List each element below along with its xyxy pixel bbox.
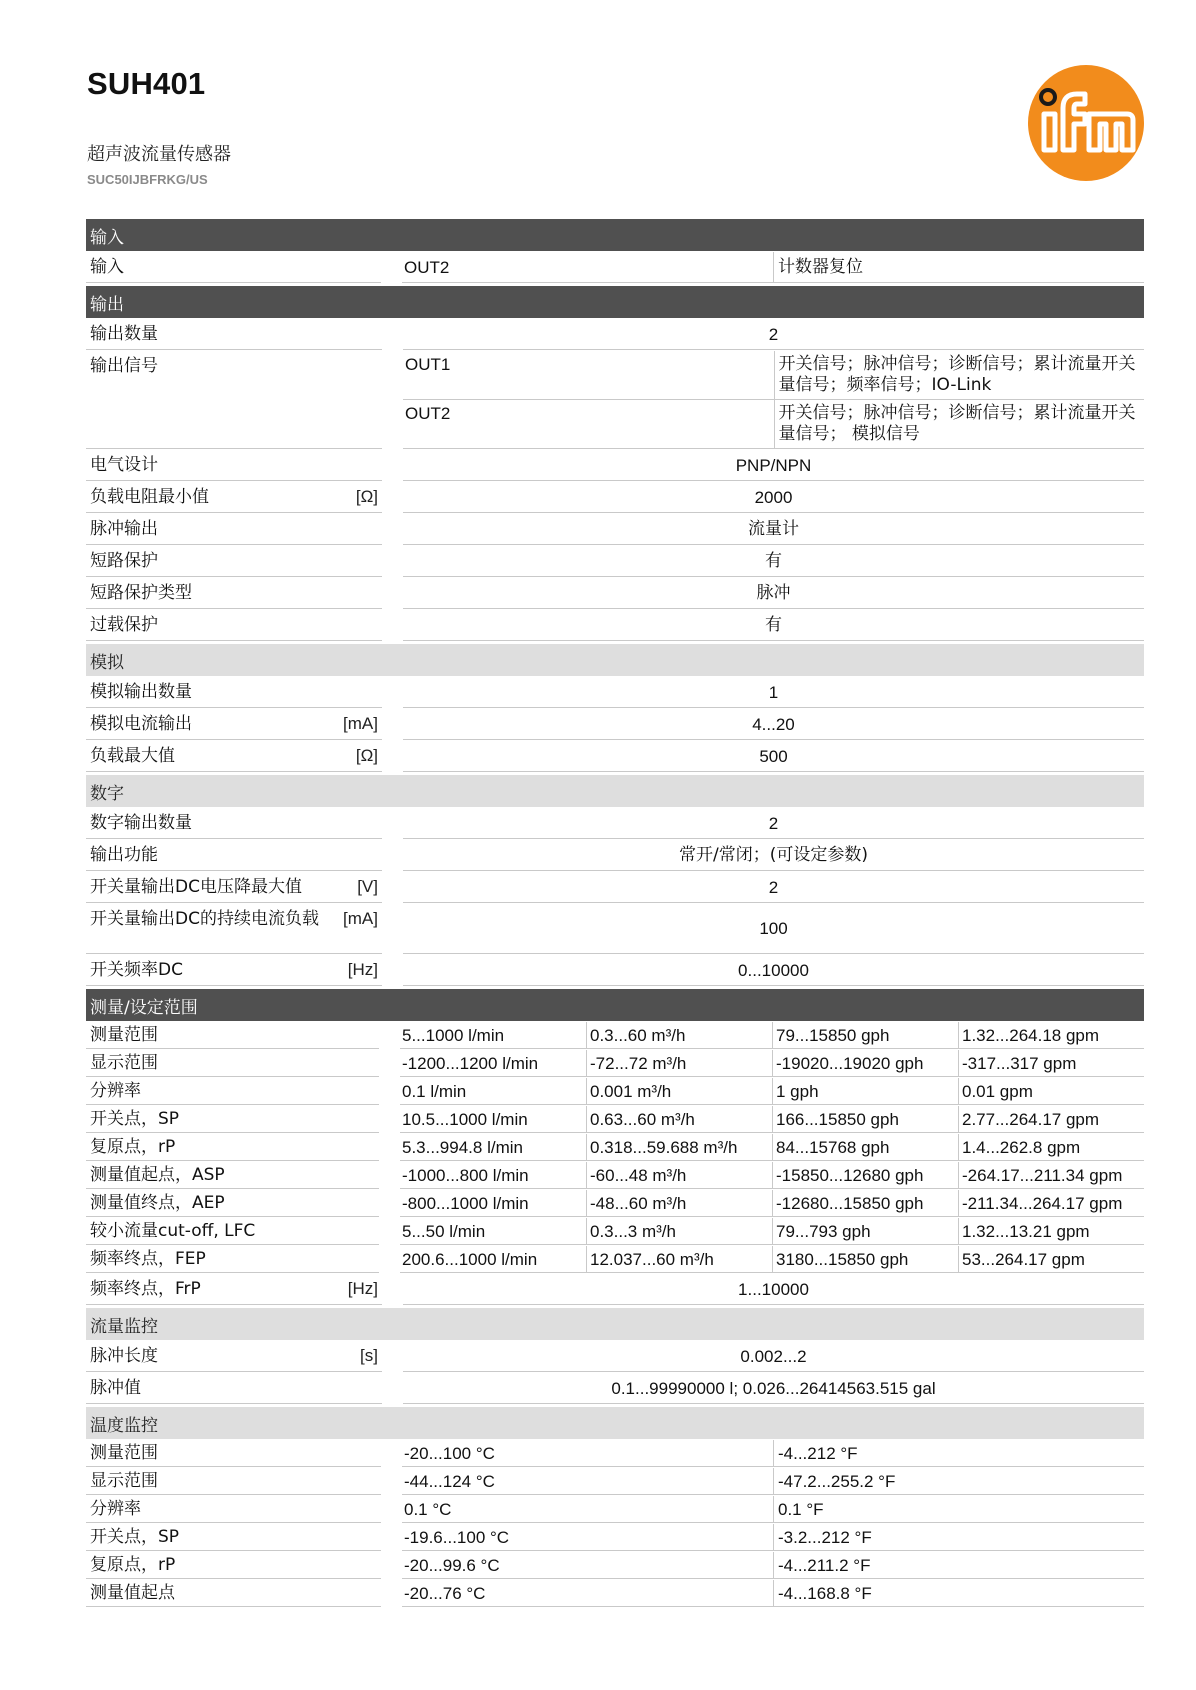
row-value: -20...99.6 °C: [402, 1552, 773, 1579]
row-value: 开关信号；脉冲信号；诊断信号；累计流量开关量信号；频率信号；IO-Link: [774, 351, 1145, 400]
section-header-output: 输出: [86, 286, 1144, 318]
row-value: 计数器复位: [773, 252, 1144, 283]
row-label: 分辨率: [90, 1081, 141, 1101]
row-value: 79...793 gph: [772, 1218, 958, 1245]
row-value: -12680...15850 gph: [772, 1190, 958, 1217]
row-unit: [Hz]: [347, 1279, 378, 1298]
table-row: [86, 610, 1144, 641]
row-label: 测量范围: [90, 1443, 158, 1463]
row-value: -48...60 m³/h: [586, 1190, 772, 1217]
section-header-analog: 模拟: [86, 644, 1144, 676]
row-value: -3.2...212 °F: [773, 1524, 1144, 1551]
row-value: -264.17...211.34 gpm: [958, 1162, 1144, 1189]
table-row: [86, 1134, 1144, 1161]
row-value: -44...124 °C: [402, 1468, 773, 1495]
row-value: -4...212 °F: [773, 1440, 1144, 1467]
table-row: [86, 450, 1144, 481]
row-label: 输出信号: [90, 356, 158, 376]
row-value: -1000...800 l/min: [400, 1162, 586, 1189]
row-value: OUT2: [402, 252, 773, 283]
row-label: 频率终点，FrP: [90, 1279, 201, 1299]
table-row: [86, 1106, 1144, 1133]
row-value: -20...100 °C: [402, 1440, 773, 1467]
row-value: 0.318...59.688 m³/h: [586, 1134, 772, 1161]
row-value: 0.3...60 m³/h: [586, 1022, 772, 1049]
row-value: 500: [403, 741, 1144, 772]
table-row: [86, 872, 1144, 903]
row-label: 较小流量cut-off, LFC: [90, 1221, 256, 1241]
table-row: [86, 252, 1144, 283]
table-row: [86, 1468, 1144, 1495]
row-value: 有: [403, 546, 1144, 577]
row-label: 测量值终点，AEP: [90, 1193, 225, 1213]
row-value: 0.63...60 m³/h: [586, 1106, 772, 1133]
row-value: -4...168.8 °F: [773, 1580, 1144, 1607]
row-value: 100: [403, 904, 1144, 954]
table-row: [86, 351, 1144, 449]
row-label: 频率终点，FEP: [90, 1249, 206, 1269]
row-label: 输出数量: [90, 324, 158, 344]
table-row: [86, 578, 1144, 609]
row-label: 脉冲输出: [90, 519, 158, 539]
row-value: 1: [403, 677, 1144, 708]
table-row: [86, 741, 1144, 772]
table-row: [86, 1341, 1144, 1372]
row-value: 1 gph: [772, 1078, 958, 1105]
row-label: 测量值起点，ASP: [90, 1165, 225, 1185]
row-value: 2: [403, 808, 1144, 839]
row-label: 开关点，SP: [90, 1109, 180, 1129]
row-value: 0.1 °C: [402, 1496, 773, 1523]
row-label: 显示范围: [90, 1471, 158, 1491]
row-value: 2.77...264.17 gpm: [958, 1106, 1144, 1133]
table-row: [86, 1580, 1144, 1607]
row-label: 短路保护类型: [90, 583, 192, 603]
row-value: 流量计: [403, 514, 1144, 545]
row-value: 53...264.17 gpm: [958, 1246, 1144, 1273]
row-label: 复原点，rP: [90, 1137, 176, 1157]
row-value: 0.001 m³/h: [586, 1078, 772, 1105]
row-unit: [Ω]: [355, 487, 378, 506]
row-value: -4...211.2 °F: [773, 1552, 1144, 1579]
row-value: 0.3...3 m³/h: [586, 1218, 772, 1245]
table-row: [86, 1373, 1144, 1404]
row-unit: [mA]: [343, 714, 378, 733]
row-label: 模拟电流输出: [90, 714, 192, 734]
product-title: SUH401: [87, 66, 206, 101]
row-value: -317...317 gpm: [958, 1050, 1144, 1077]
row-label: 负载最大值: [90, 746, 175, 766]
table-row: [86, 1524, 1144, 1551]
row-value: 10.5...1000 l/min: [400, 1106, 586, 1133]
row-label: 分辨率: [90, 1499, 141, 1519]
table-row: [86, 840, 1144, 871]
row-value: 3180...15850 gph: [772, 1246, 958, 1273]
ifm-logo-icon: [1027, 64, 1145, 182]
table-row: [86, 514, 1144, 545]
row-value: 开关信号；脉冲信号；诊断信号；累计流量开关量信号； 模拟信号: [774, 400, 1145, 449]
row-value: 200.6...1000 l/min: [400, 1246, 586, 1273]
row-label: 脉冲长度: [90, 1346, 158, 1366]
row-value: -47.2...255.2 °F: [773, 1468, 1144, 1495]
row-value: 0.002...2: [403, 1341, 1144, 1372]
row-unit: [s]: [360, 1346, 378, 1365]
section-header-input: 输入: [86, 219, 1144, 251]
product-code: SUC50IJBFRKG/US: [87, 172, 208, 187]
row-label: 开关频率DC: [90, 960, 183, 980]
table-row: [86, 1218, 1144, 1245]
document-header: [0, 0, 1196, 218]
row-value: -800...1000 l/min: [400, 1190, 586, 1217]
row-label: 模拟输出数量: [90, 682, 192, 702]
row-value: -19.6...100 °C: [402, 1524, 773, 1551]
row-value: 5...50 l/min: [400, 1218, 586, 1245]
row-value: 0.1 l/min: [400, 1078, 586, 1105]
table-row: [86, 677, 1144, 708]
section-header-digital: 数字: [86, 775, 1144, 807]
row-value: 4...20: [403, 709, 1144, 740]
table-row: [86, 546, 1144, 577]
row-value: 常开/常闭；(可设定参数): [403, 840, 1144, 871]
row-value: 166...15850 gph: [772, 1106, 958, 1133]
row-value: -19020...19020 gph: [772, 1050, 958, 1077]
row-value: 12.037...60 m³/h: [586, 1246, 772, 1273]
row-value: -211.34...264.17 gpm: [958, 1190, 1144, 1217]
row-value: 1...10000: [403, 1274, 1144, 1305]
row-value: OUT2: [403, 400, 774, 449]
row-value: 0.1...99990000 l; 0.026...26414563.515 gal: [403, 1373, 1144, 1404]
row-value: 2: [403, 872, 1144, 903]
row-value: OUT1: [403, 351, 774, 400]
row-label: 数字输出数量: [90, 813, 192, 833]
section-header-temp: 温度监控: [86, 1407, 1144, 1439]
row-label: 短路保护: [90, 551, 158, 571]
table-row: [86, 1440, 1144, 1467]
table-row: [86, 709, 1144, 740]
row-value: -15850...12680 gph: [772, 1162, 958, 1189]
table-row: [86, 904, 1144, 954]
row-label: 开关量输出DC的持续电流负载: [90, 909, 319, 929]
row-value: 0.1 °F: [773, 1496, 1144, 1523]
section-header-flow: 流量监控: [86, 1308, 1144, 1340]
row-value: PNP/NPN: [403, 450, 1144, 481]
row-value: -60...48 m³/h: [586, 1162, 772, 1189]
row-label: 脉冲值: [90, 1378, 141, 1398]
table-row: [86, 955, 1144, 986]
row-value: 5...1000 l/min: [400, 1022, 586, 1049]
row-value: 有: [403, 610, 1144, 641]
table-row: [86, 319, 1144, 350]
table-row: [86, 1022, 1144, 1049]
row-label: 测量值起点: [90, 1583, 175, 1603]
row-value: 84...15768 gph: [772, 1134, 958, 1161]
row-value: 1.32...264.18 gpm: [958, 1022, 1144, 1049]
table-row: [86, 808, 1144, 839]
row-value: 2000: [403, 482, 1144, 513]
datasheet-table: [86, 219, 1144, 1608]
row-label: 测量范围: [90, 1025, 158, 1045]
row-label: 输出功能: [90, 845, 158, 865]
row-value: 脉冲: [403, 578, 1144, 609]
row-value: 1.32...13.21 gpm: [958, 1218, 1144, 1245]
row-value: -20...76 °C: [402, 1580, 773, 1607]
row-label: 电气设计: [90, 455, 158, 475]
table-row: [86, 1246, 1144, 1273]
row-label: 过载保护: [90, 615, 158, 635]
table-row: [86, 1078, 1144, 1105]
row-label: 开关点，SP: [90, 1527, 180, 1547]
row-value: -72...72 m³/h: [586, 1050, 772, 1077]
row-value: -1200...1200 l/min: [400, 1050, 586, 1077]
table-row: [86, 1162, 1144, 1189]
row-label: 复原点，rP: [90, 1555, 176, 1575]
row-label: 输入: [90, 257, 124, 277]
row-label: 显示范围: [90, 1053, 158, 1073]
row-value: 0.01 gpm: [958, 1078, 1144, 1105]
row-unit: [mA]: [343, 909, 378, 928]
table-row: [86, 1050, 1144, 1077]
row-label: 开关量输出DC电压降最大值: [90, 877, 302, 897]
product-subtitle: 超声波流量传感器: [87, 144, 231, 165]
section-header-measure: 测量/设定范围: [86, 989, 1144, 1021]
table-row: [86, 1496, 1144, 1523]
row-value: 5.3...994.8 l/min: [400, 1134, 586, 1161]
table-row: [86, 1274, 1144, 1305]
row-unit: [Ω]: [355, 746, 378, 765]
row-value: 1.4...262.8 gpm: [958, 1134, 1144, 1161]
table-row: [86, 1552, 1144, 1579]
row-value: 79...15850 gph: [772, 1022, 958, 1049]
row-unit: [Hz]: [347, 960, 378, 979]
row-value: 0...10000: [403, 955, 1144, 986]
row-label: 负载电阻最小值: [90, 487, 209, 507]
row-value: 2: [403, 319, 1144, 350]
table-row: [86, 1190, 1144, 1217]
table-row: [86, 482, 1144, 513]
row-unit: [V]: [357, 877, 378, 896]
